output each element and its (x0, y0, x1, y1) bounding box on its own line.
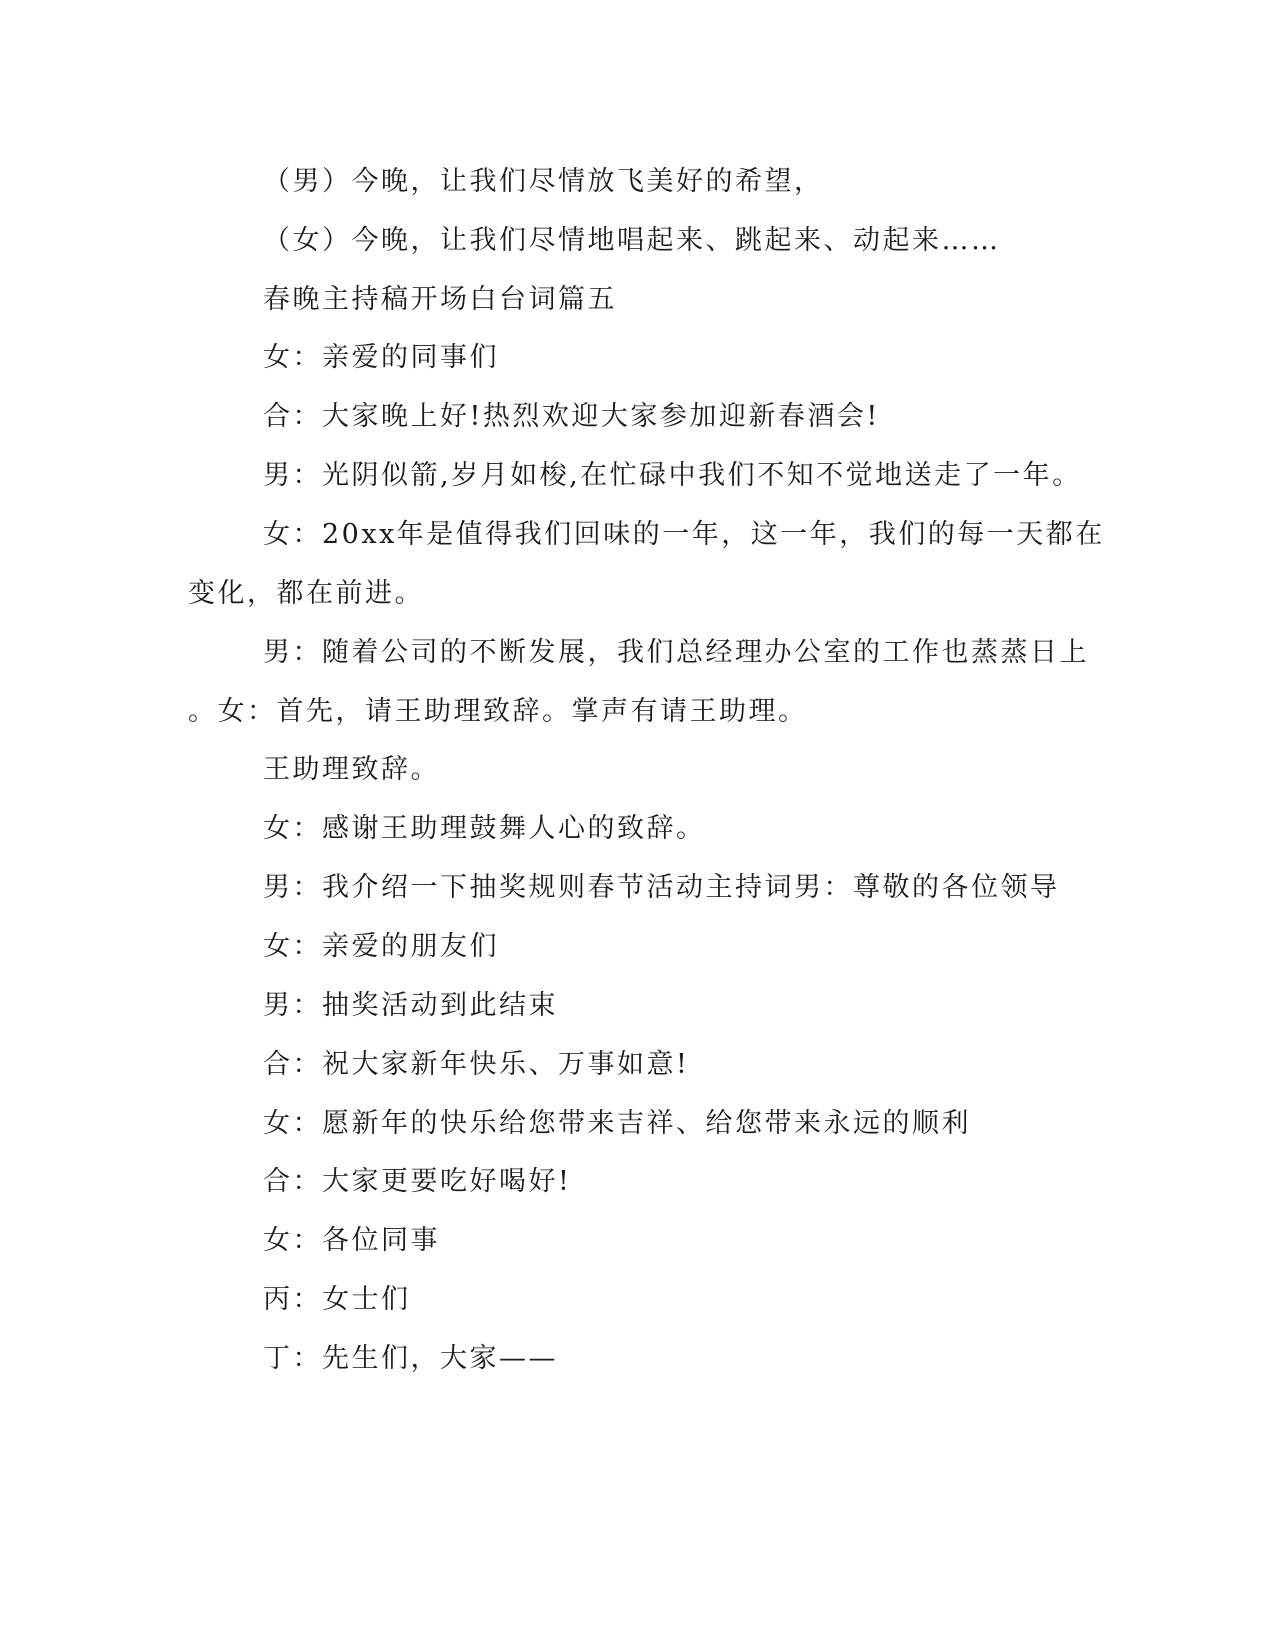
text-line: 男：光阴似箭,岁月如梭,在忙碌中我们不知不觉地送走了一年。 (263, 460, 1082, 491)
text-line: 王助理致辞。 (263, 754, 440, 785)
text-line: 男：我介绍一下抽奖规则春节活动主持词男：尊敬的各位领导 (263, 872, 1060, 903)
text-line: 女：愿新年的快乐给您带来吉祥、给您带来永远的顺利 (263, 1108, 971, 1139)
text-line: （女）今晚，让我们尽情地唱起来、跳起来、动起来…… (263, 225, 1001, 256)
text-line: 女：亲爱的同事们 (263, 342, 499, 373)
text-line: 女：亲爱的朋友们 (263, 931, 499, 962)
text-line: 合：大家更要吃好喝好! (263, 1166, 572, 1197)
text-line: 合：大家晚上好!热烈欢迎大家参加迎新春酒会! (263, 401, 880, 432)
text-line: 变化，都在前进。 (188, 578, 424, 609)
text-line: 男：随着公司的不断发展，我们总经理办公室的工作也蒸蒸日上 (263, 637, 1089, 668)
text-line: （男）今晚，让我们尽情放飞美好的希望， (263, 166, 824, 197)
text-line: 丁：先生们，大家—— (263, 1343, 558, 1374)
text-line: 女：各位同事 (263, 1225, 440, 1256)
text-line: 。女：首先，请王助理致辞。掌声有请王助理。 (188, 696, 808, 727)
section-heading: 春晚主持稿开场白台词篇五 (263, 284, 617, 315)
text-line: 女：20xx年是值得我们回味的一年，这一年，我们的每一天都在 (263, 519, 1105, 550)
text-line: 女：感谢王助理鼓舞人心的致辞。 (263, 813, 706, 844)
text-line: 合：祝大家新年快乐、万事如意! (263, 1049, 690, 1080)
text-line: 男：抽奖活动到此结束 (263, 990, 558, 1021)
text-line: 丙：女士们 (263, 1284, 411, 1315)
